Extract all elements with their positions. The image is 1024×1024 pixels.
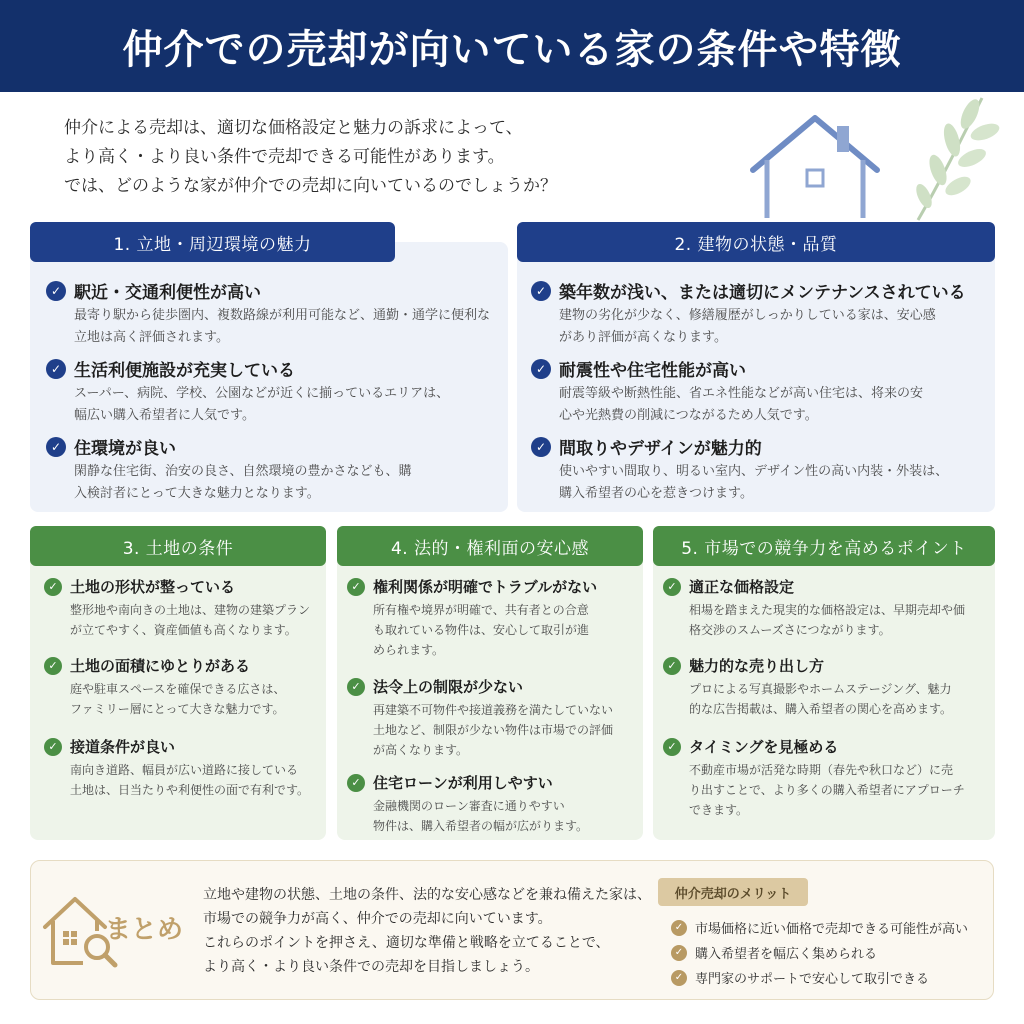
item-desc: 庭や駐車スペースを確保できる広さは、: [70, 682, 286, 696]
section-heading: 1. 立地・周辺環境の魅力: [30, 222, 395, 262]
check-circle-icon: ✓: [531, 281, 551, 301]
item-title: 間取りやデザインが魅力的: [559, 439, 762, 459]
merit-item: [671, 940, 968, 965]
item-desc: 的な広告掲載は、購入希望者の関心を高めます。: [689, 702, 953, 716]
check-circle-icon: ✓: [46, 359, 66, 379]
item-desc: 幅広い購入希望者に人気です。: [74, 408, 255, 423]
intro-text: [64, 114, 704, 201]
item-desc: があり評価が高くなります。: [559, 330, 727, 345]
check-circle-icon: ✓: [46, 437, 66, 457]
item-desc: スーパー、病院、学校、公園などが近くに揃っているエリアは、: [74, 386, 450, 401]
item-desc: 土地など、制限が少ない物件は市場での評価: [373, 723, 614, 737]
item-title: 築年数が浅い、または適切にメンテナンスされている: [559, 283, 966, 303]
page-header: [0, 0, 1024, 92]
check-circle-icon: ✓: [44, 578, 62, 596]
item-title: 土地の面積にゆとりがある: [70, 657, 251, 675]
list-item: [663, 576, 991, 640]
item-desc: 入検討者にとって大きな魅力となります。: [74, 486, 320, 501]
check-circle-icon: ✓: [671, 970, 687, 986]
check-circle-icon: ✓: [347, 774, 365, 792]
item-desc: 所有権や境界が明確で、共有者との合意: [373, 603, 589, 617]
section-location: [30, 234, 508, 512]
item-desc: 物件は、購入希望者の幅が広がります。: [373, 819, 589, 833]
check-circle-icon: ✓: [671, 945, 687, 961]
check-circle-icon: ✓: [44, 657, 62, 675]
list-item: [46, 434, 496, 505]
section-land: [30, 538, 326, 840]
item-desc: できます。: [689, 803, 749, 817]
item-desc: プロによる写真撮影やホームステージング、魅力: [689, 682, 952, 696]
item-desc: 格交渉のスムーズさにつながります。: [689, 623, 891, 637]
item-title: 接道条件が良い: [70, 738, 176, 756]
merit-list: [671, 915, 968, 990]
item-desc: 使いやすい間取り、明るい室内、デザイン性の高い内装・外装は、: [559, 464, 949, 479]
item-desc: 心や光熱費の削減につながるため人気です。: [559, 408, 818, 423]
section-heading: 3. 土地の条件: [30, 526, 326, 566]
intro-line: より高く・より良い条件で売却できる可能性があります。: [64, 147, 505, 167]
merit-label: 購入希望者を幅広く集められる: [695, 947, 878, 962]
check-circle-icon: ✓: [663, 657, 681, 675]
list-item: [531, 278, 991, 349]
merit-label: 市場価格に近い価格で売却できる可能性が高い: [695, 922, 969, 937]
summary-box: [30, 860, 994, 1000]
item-desc: 最寄り駅から徒歩圏内、複数路線が利用可能など、通勤・通学に便利な: [74, 308, 491, 323]
item-title: 土地の形状が整っている: [70, 578, 236, 596]
check-circle-icon: ✓: [531, 437, 551, 457]
item-desc: 立地は高く評価されます。: [74, 330, 229, 345]
merit-item: [671, 965, 968, 990]
item-title: 駅近・交通利便性が高い: [74, 283, 261, 303]
section-heading: 4. 法的・権利面の安心感: [337, 526, 643, 566]
list-item: [46, 356, 496, 427]
list-item: [347, 772, 637, 836]
summary-line: これらのポイントを押さえ、適切な準備と戦略を立てることで、: [203, 935, 610, 951]
item-title: 法令上の制限が少ない: [373, 678, 524, 696]
item-desc: 耐震等級や断熱性能、省エネ性能などが高い住宅は、将来の安: [559, 386, 924, 401]
section-legal: [337, 538, 643, 840]
check-circle-icon: ✓: [663, 578, 681, 596]
list-item: [531, 356, 991, 427]
merit-label: 専門家のサポートで安心して取引できる: [695, 972, 930, 987]
item-title: 魅力的な売り出し方: [689, 657, 825, 675]
section-market: [653, 538, 995, 840]
list-item: [44, 576, 320, 640]
item-title: 住宅ローンが利用しやすい: [373, 774, 553, 792]
page-title: 仲介での売却が向いている家の条件や特徴: [122, 25, 902, 73]
item-title: 耐震性や住宅性能が高い: [559, 361, 746, 381]
item-desc: が高くなります。: [373, 743, 469, 757]
item-desc: り出すことで、より多くの購入希望者にアプローチ: [689, 783, 965, 797]
item-desc: められます。: [373, 643, 445, 657]
section-heading: 2. 建物の状態・品質: [517, 222, 995, 262]
list-item: [531, 434, 991, 505]
check-circle-icon: ✓: [44, 738, 62, 756]
item-desc: 建物の劣化が少なく、修繕履歴がしっかりしている家は、安心感: [559, 308, 936, 323]
list-item: [46, 278, 496, 349]
check-circle-icon: ✓: [671, 920, 687, 936]
list-item: [663, 655, 991, 719]
intro-line: 仲介による売却は、適切な価格設定と魅力の訴求によって、: [64, 118, 523, 138]
item-desc: 閑静な住宅街、治安の良さ、自然環境の豊かさなども、購: [74, 464, 412, 479]
summary-line: 立地や建物の状態、土地の条件、法的な安心感などを兼ね備えた家は、: [203, 887, 651, 903]
leaf-branch-icon: [900, 92, 1000, 222]
section-heading: 5. 市場での競争力を高めるポイント: [653, 526, 995, 566]
summary-line: 市場での競争力が高く、仲介での売却に向いています。: [203, 911, 552, 927]
list-item: [663, 736, 991, 820]
item-desc: も取れている物件は、安心して取引が進: [373, 623, 590, 637]
check-circle-icon: ✓: [347, 678, 365, 696]
check-circle-icon: ✓: [663, 738, 681, 756]
item-desc: 購入希望者の心を惹きつけます。: [559, 486, 753, 501]
item-desc: 整形地や南向きの土地は、建物の建築プラン: [70, 603, 311, 617]
item-desc: 不動産市場が活発な時期（春先や秋口など）に売: [689, 763, 954, 777]
item-desc: が立てやすく、資産価値も高くなります。: [70, 623, 297, 637]
list-item: [347, 576, 637, 660]
summary-label: まとめ: [105, 915, 184, 945]
summary-line: より高く・より良い条件での売却を目指しましょう。: [203, 959, 539, 975]
item-desc: 土地は、日当たりや利便性の面で有利です。: [70, 783, 310, 797]
merit-heading: 仲介売却のメリット: [658, 878, 808, 906]
house-outline-icon: [745, 112, 885, 222]
item-desc: 金融機関のローン審査に通りやすい: [373, 799, 565, 813]
item-title: 適正な価格設定: [689, 578, 795, 596]
intro-line: では、どのような家が仲介での売却に向いているのでしょうか？: [64, 176, 557, 196]
list-item: [44, 655, 320, 719]
item-title: 権利関係が明確でトラブルがない: [373, 578, 598, 596]
item-title: 生活利便施設が充実している: [74, 361, 295, 381]
list-item: [44, 736, 320, 800]
item-desc: 相場を踏まえた現実的な価格設定は、早期売却や価: [689, 603, 966, 617]
merit-item: [671, 915, 968, 940]
list-item: [347, 676, 637, 760]
item-title: 住環境が良い: [74, 439, 176, 459]
check-circle-icon: ✓: [347, 578, 365, 596]
item-desc: 南向き道路、幅員が広い道路に接している: [70, 763, 299, 777]
check-circle-icon: ✓: [531, 359, 551, 379]
check-circle-icon: ✓: [46, 281, 66, 301]
item-desc: ファミリー層にとって大きな魅力です。: [70, 702, 285, 716]
item-desc: 再建築不可物件や接道義務を満たしていない: [373, 703, 614, 717]
summary-text: [203, 883, 673, 979]
item-title: タイミングを見極める: [689, 738, 839, 756]
section-building: [517, 234, 995, 512]
